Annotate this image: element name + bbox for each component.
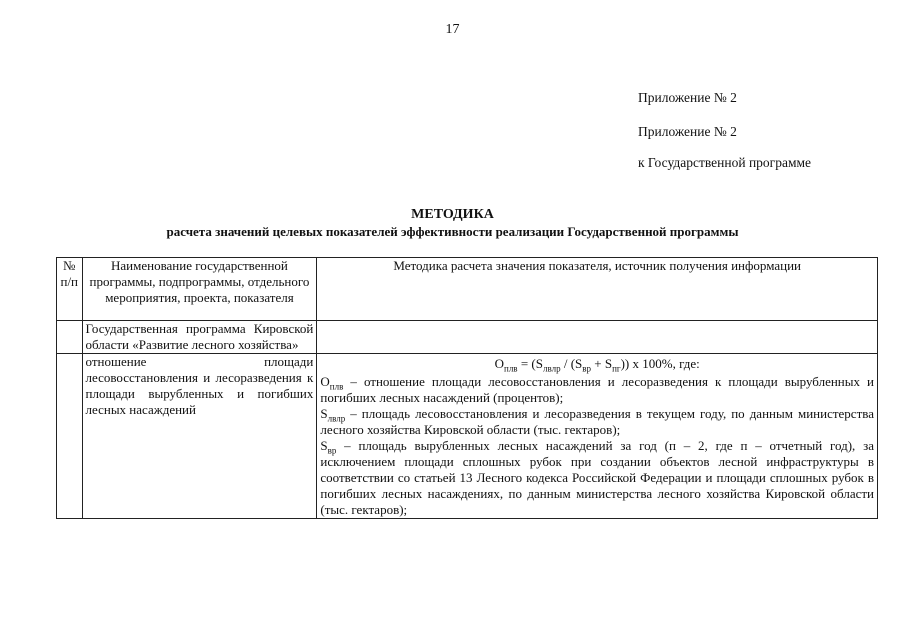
def-symbol-sub: вр — [327, 445, 337, 456]
appendix-line-3: к Государственной программе — [638, 155, 812, 170]
formula-tail: )) х 100%, где: — [620, 356, 700, 371]
program-method — [317, 321, 878, 354]
table-row-indicator — [57, 354, 878, 519]
title-subtitle: расчета значений целевых показателей эффективности реализации Государственной программы — [166, 224, 739, 239]
title-main: МЕТОДИКА — [411, 207, 494, 222]
indicator-formula — [320, 354, 874, 374]
definition-s-vr — [320, 438, 874, 518]
methodology-table — [56, 257, 878, 519]
program-number — [57, 321, 83, 354]
def-text: – площадь лесовосстановления и лесоразведения в текущем году, по данным министерства лесного хозяйства Кировской области (тыс. гектаров); — [320, 406, 874, 437]
header-number: № п/п — [57, 258, 83, 321]
def-symbol-sub: плв — [329, 381, 344, 392]
page-number: 17 — [445, 22, 460, 37]
program-name: Государственная программа Кировской области «Развитие лесного хозяйства» — [82, 321, 317, 354]
table-header-row — [57, 258, 878, 321]
formula-s1-sub: лвлр — [542, 363, 561, 374]
indicator-number — [57, 354, 83, 519]
formula-plus: + S — [591, 356, 613, 371]
definition-s-lvlr — [320, 406, 874, 438]
appendix-line-1: Приложение № 2 — [638, 90, 737, 105]
def-symbol: S — [320, 406, 328, 421]
header-name: Наименование государственной программы, подпрограммы, отдельного мероприятия, проекта, показателя — [82, 258, 317, 321]
formula-s3-sub: пг — [612, 363, 621, 374]
def-symbol: S — [320, 438, 328, 453]
indicator-method — [317, 354, 878, 519]
table-row-program — [57, 321, 878, 354]
appendix-line-2: Приложение № 2 — [638, 124, 737, 139]
formula-o-sub: плв — [504, 363, 518, 374]
formula-eq: = (S — [517, 356, 543, 371]
def-symbol-sub: лвлр — [327, 413, 346, 424]
def-text: – площадь вырубленных лесных насаждений за год (п – 2, где п – отчетный год), за исключением площади сплошных рубок при создании объектов лесной инфраструктуры в соответствии со статьей 13 Лесного кодекса Российской Федерации и площади сплошных рубок в погибших лесных насаждениях, по данным министерства лесного хозяйства Кировской области (тыс. гектаров); — [320, 438, 874, 517]
header-method: Методика расчета значения показателя, источник получения информации — [317, 258, 878, 321]
formula-o: О — [494, 356, 504, 371]
def-symbol: О — [320, 374, 330, 389]
indicator-name: отношение площади лесовосстановления и лесоразведения к площади вырубленных и погибших лесных насаждений — [82, 354, 317, 519]
formula-s2-sub: вр — [582, 363, 591, 374]
definition-o-plv — [320, 374, 874, 406]
formula-div: / (S — [560, 356, 583, 371]
def-text: – отношение площади лесовосстановления и лесоразведения к площади вырубленных и погибших лесных насаждений (процентов); — [320, 374, 874, 405]
document-title — [0, 206, 905, 240]
